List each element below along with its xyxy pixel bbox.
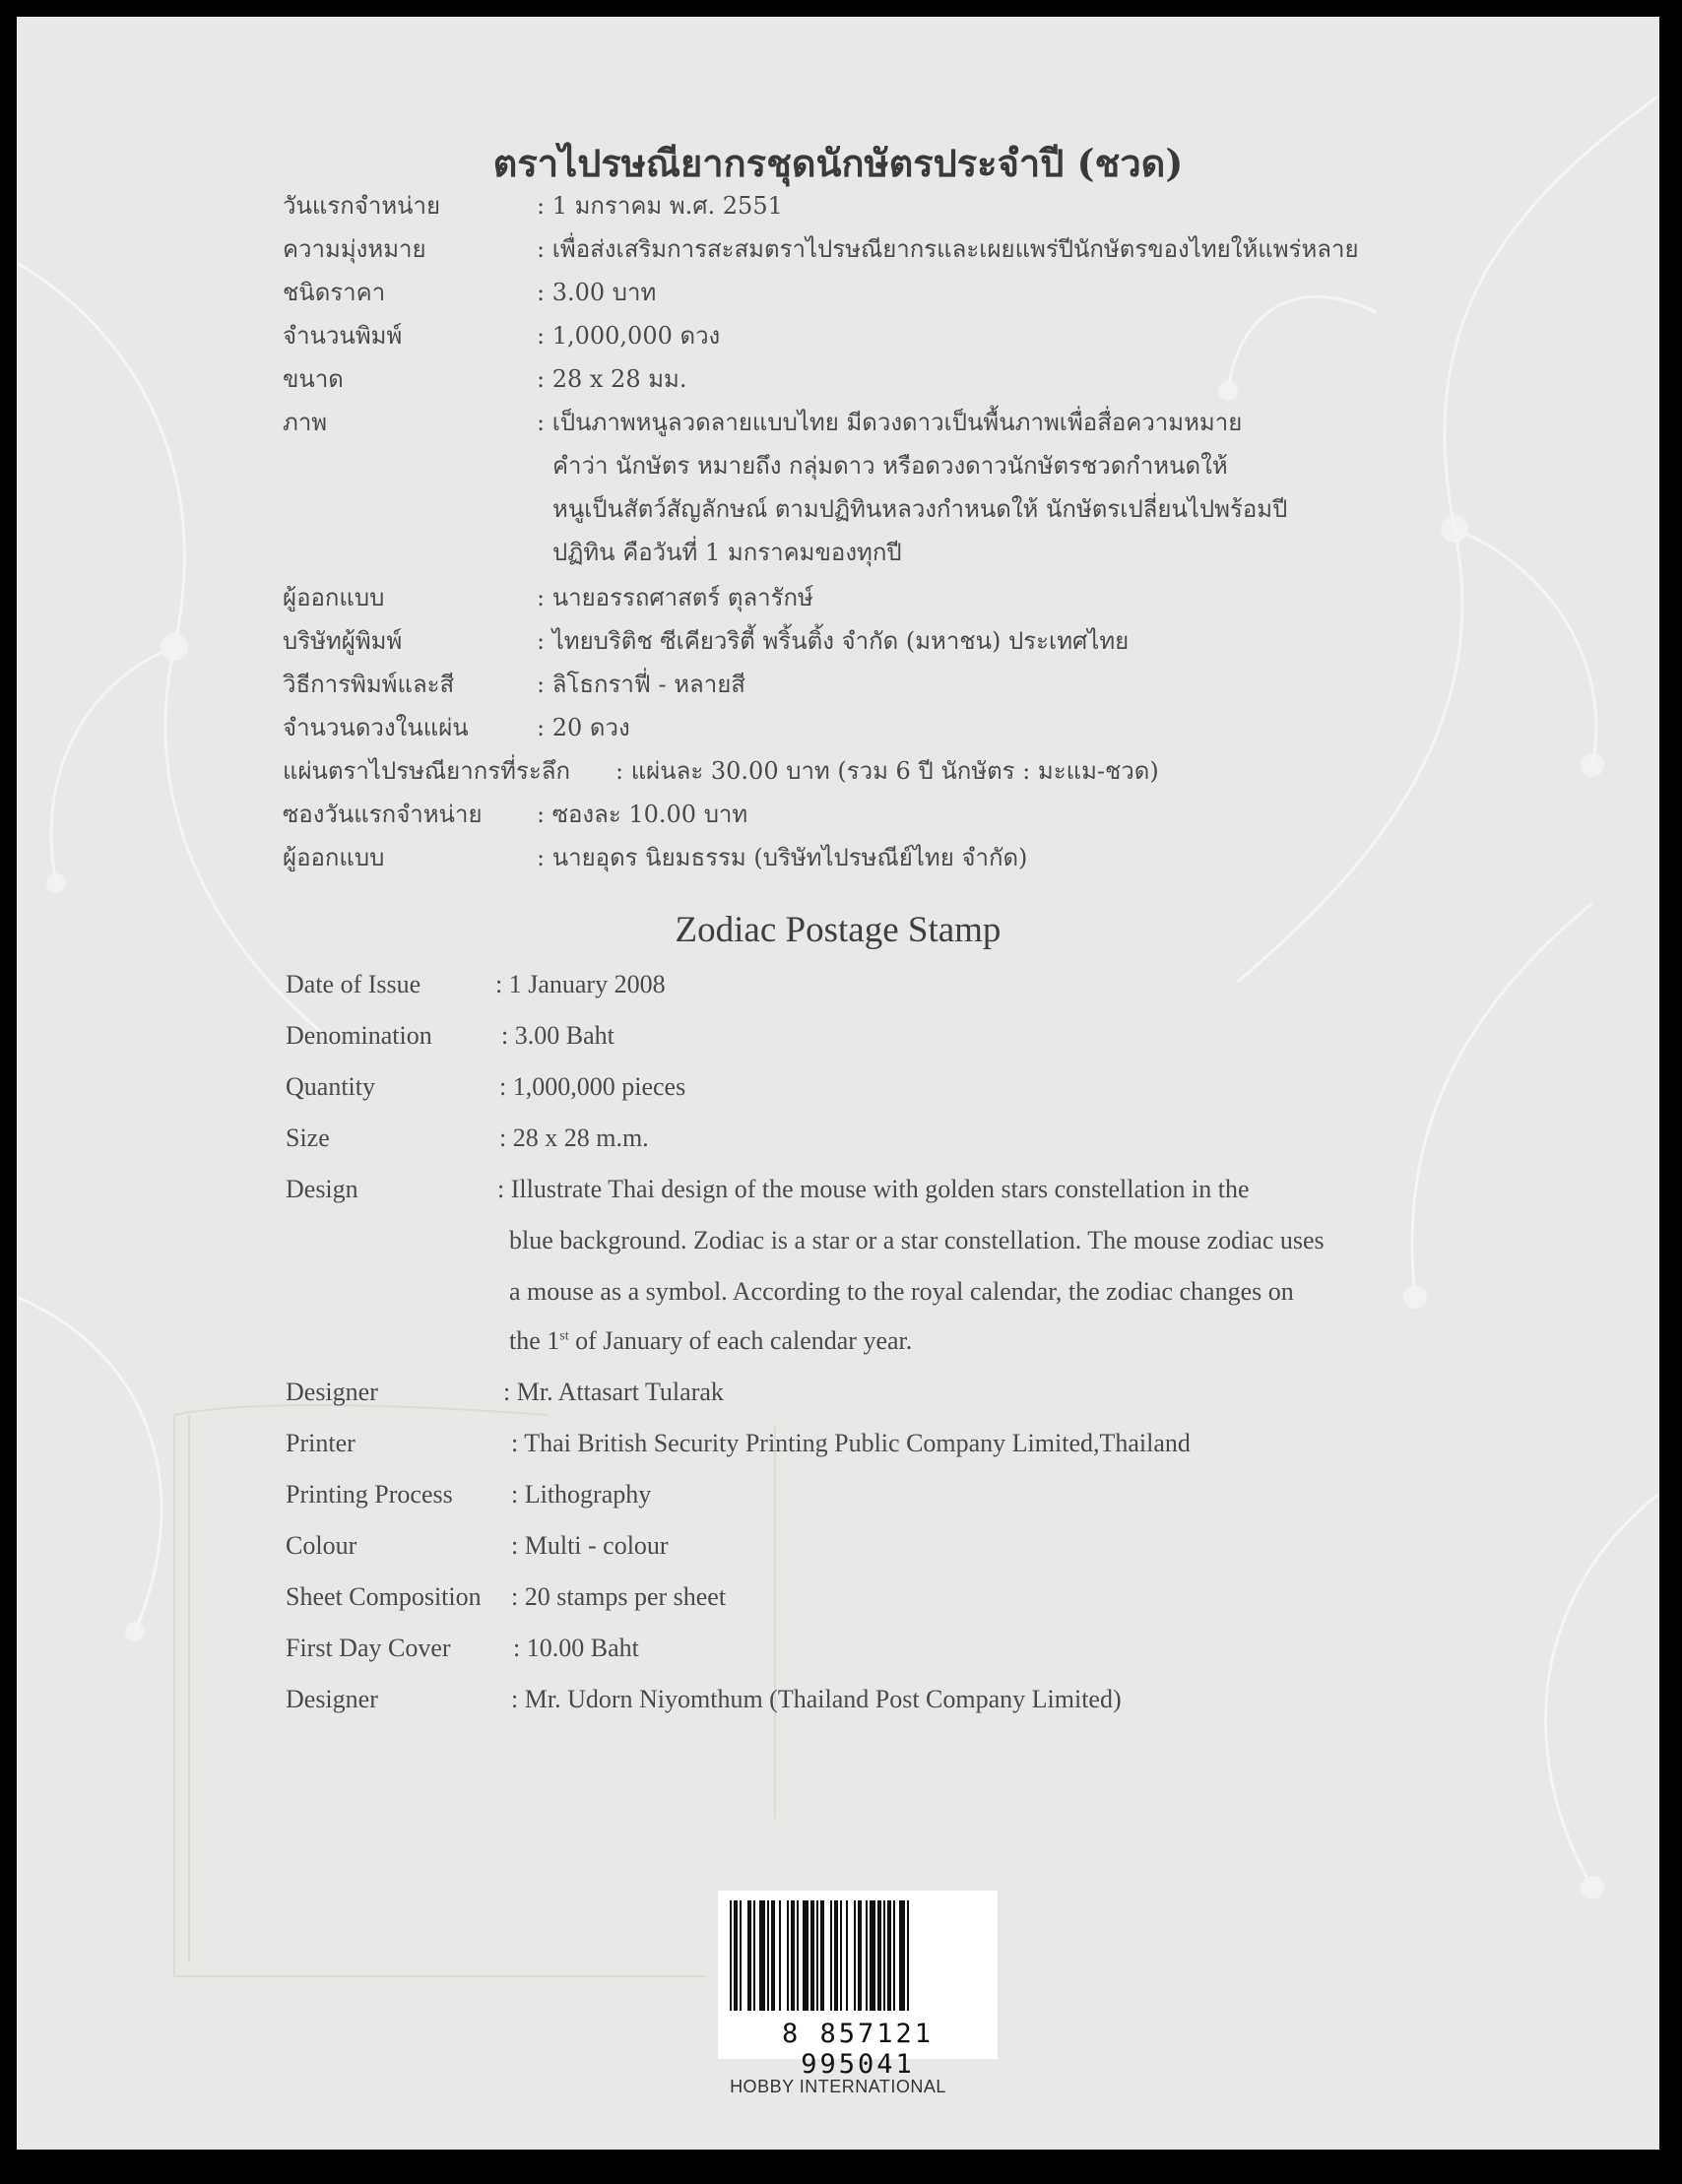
barcode-bar — [740, 1900, 742, 2011]
thai-row-value: : 20 ดวง — [537, 714, 630, 741]
thai-row-label: ผู้ออกแบบ — [283, 584, 385, 611]
barcode-bar — [840, 1900, 842, 2011]
thai-row-label: จำนวนพิมพ์ — [283, 322, 403, 350]
thai-row-label: แผ่นตราไปรษณียากรที่ระลึก — [283, 757, 570, 785]
barcode-bar — [730, 1900, 732, 2011]
barcode-bar — [797, 1900, 799, 2011]
thai-row-value: : นายอุดร นิยมธรรม (บริษัทไปรษณีย์ไทย จำกัด) — [537, 844, 1028, 871]
english-row-label: Designer — [286, 1378, 378, 1406]
publisher-name: HOBBY INTERNATIONAL — [730, 2077, 946, 2096]
english-row-value — [509, 1326, 912, 1356]
floral-background — [17, 17, 1659, 2150]
thai-row-value: : ลิโธกราฟี่ - หลายสี — [537, 671, 745, 698]
thai-row-value: : เพื่อส่งเสริมการสะสมตราไปรษณียากรและเผยแพร่ปีนักษัตรของไทยให้แพร่หลาย — [537, 235, 1359, 263]
english-row-value: a mouse as a symbol. According to the royal calendar, the zodiac changes on — [509, 1277, 1294, 1306]
barcode-bar — [834, 1900, 838, 2011]
english-row-label: Size — [286, 1124, 330, 1152]
thai-row-value: หนูเป็นสัตว์สัญลักษณ์ ตามปฏิทินหลวงกำหนดให้ นักษัตรเปลี่ยนไปพร้อมปี — [552, 495, 1288, 523]
thai-row-label: จำนวนดวงในแผ่น — [283, 714, 469, 741]
english-row-label: First Day Cover — [286, 1634, 451, 1662]
thai-row-label: วันแรกจำหน่าย — [283, 192, 441, 220]
english-row-value: : 10.00 Baht — [513, 1634, 639, 1662]
barcode-bar — [870, 1900, 875, 2011]
barcode-bar — [734, 1900, 738, 2011]
english-row-value: : 3.00 Baht — [501, 1021, 615, 1050]
english-title: Zodiac Postage Stamp — [675, 910, 1002, 950]
barcode-bar — [779, 1900, 781, 2011]
thai-row-label: ชนิดราคา — [283, 279, 386, 306]
english-row-label: Denomination — [286, 1021, 432, 1050]
barcode-bar — [866, 1900, 868, 2011]
barcode-bar — [771, 1900, 775, 2011]
barcode-bar — [907, 1900, 909, 2011]
english-row-value: : Mr. Udorn Niyomthum (Thailand Post Company Limited) — [511, 1685, 1122, 1713]
thai-row-label: ภาพ — [283, 409, 328, 436]
english-row-value: blue background. Zodiac is a star or a star constellation. The mouse zodiac uses — [509, 1226, 1325, 1254]
barcode-bar — [830, 1900, 832, 2011]
english-row-value: : 1 January 2008 — [495, 970, 666, 998]
barcode-bar — [846, 1900, 848, 2011]
barcode-bar — [883, 1900, 885, 2011]
barcode-bar — [877, 1900, 881, 2011]
ordinal-suffix: st — [559, 1328, 569, 1344]
english-row-label: Date of Issue — [286, 970, 421, 998]
english-row-value: : Lithography — [511, 1480, 652, 1509]
barcode-bar — [899, 1900, 905, 2011]
english-row-value: : 28 x 28 m.m. — [499, 1124, 649, 1152]
english-row-value: : Thai British Security Printing Public Company Limited,Thailand — [511, 1429, 1191, 1457]
thai-row-label: ผู้ออกแบบ — [283, 844, 385, 871]
thai-row-value: : นายอรรถศาสตร์ ตุลารักษ์ — [537, 584, 813, 611]
barcode-bar — [820, 1900, 824, 2011]
barcode-bars — [718, 1891, 998, 2019]
english-row-label: Sheet Composition — [286, 1582, 482, 1611]
barcode-bar — [816, 1900, 818, 2011]
english-row-label: Printer — [286, 1429, 356, 1457]
english-row-value: : Illustrate Thai design of the mouse with golden stars constellation in the — [497, 1175, 1250, 1203]
english-row-label: Designer — [286, 1685, 378, 1713]
barcode-bar — [759, 1900, 765, 2011]
thai-row-value: ปฏิทิน คือวันที่ 1 มกราคมของทุกปี — [552, 539, 902, 566]
thai-row-label: บริษัทผู้พิมพ์ — [283, 627, 403, 655]
english-row-value: : Multi - colour — [511, 1531, 669, 1560]
value-text: the 1 — [509, 1326, 560, 1355]
barcode-bar — [893, 1900, 895, 2011]
thai-row-value: : ซองละ 10.00 บาท — [537, 801, 748, 828]
thai-row-value: : 28 x 28 มม. — [537, 365, 687, 393]
english-row-label: Design — [286, 1175, 358, 1203]
barcode-bar — [753, 1900, 755, 2011]
souvenir-sheet — [17, 17, 1659, 2150]
barcode-bar — [854, 1900, 856, 2011]
thai-row-value: : ไทยบริติช ซีเคียวริตี้ พริ้นติ้ง จำกัด (มหาชน) ประเทศไทย — [537, 627, 1130, 655]
thai-row-label: ขนาด — [283, 365, 344, 393]
barcode-bar — [858, 1900, 862, 2011]
english-row-label: Colour — [286, 1531, 357, 1560]
thai-row-value: : เป็นภาพหนูลวดลายแบบไทย มีดวงดาวเป็นพื้นภาพเพื่อสื่อความหมาย — [537, 409, 1243, 436]
english-row-value: : Mr. Attasart Tularak — [503, 1378, 724, 1406]
thai-row-label: ความมุ่งหมาย — [283, 235, 426, 263]
thai-row-value: : 1,000,000 ดวง — [537, 322, 721, 350]
english-row-value: : 1,000,000 pieces — [499, 1072, 686, 1101]
thai-row-value: : 3.00 บาท — [537, 279, 657, 306]
barcode-bar — [791, 1900, 795, 2011]
barcode-bar — [887, 1900, 891, 2011]
barcode-bar — [767, 1900, 769, 2011]
barcode-bar — [787, 1900, 789, 2011]
thai-row-value: : 1 มกราคม พ.ศ. 2551 — [537, 192, 783, 220]
thai-title: ตราไปรษณียากรชุดนักษัตรประจำปี (ชวด) — [492, 141, 1184, 185]
thai-row-value: คำว่า นักษัตร หมายถึง กลุ่มดาว หรือดวงดาวนักษัตรชวดกำหนดให้ — [552, 452, 1228, 480]
value-text: of January of each calendar year. — [568, 1326, 913, 1355]
english-row-value: : 20 stamps per sheet — [511, 1582, 727, 1611]
english-row-label: Printing Process — [286, 1480, 453, 1509]
thai-row-value: : แผ่นละ 30.00 บาท (รวม 6 ปี นักษัตร : มะแม-ชวด) — [615, 757, 1159, 785]
english-row-label: Quantity — [286, 1072, 375, 1101]
barcode-bar — [747, 1900, 751, 2011]
barcode — [718, 1891, 998, 2080]
barcode-bar — [803, 1900, 809, 2011]
barcode-digits: 8 857121 995041 — [781, 2019, 935, 2080]
barcode-bar — [810, 1900, 814, 2011]
thai-row-label: ซองวันแรกจำหน่าย — [283, 801, 483, 828]
thai-row-label: วิธีการพิมพ์และสี — [283, 671, 455, 698]
